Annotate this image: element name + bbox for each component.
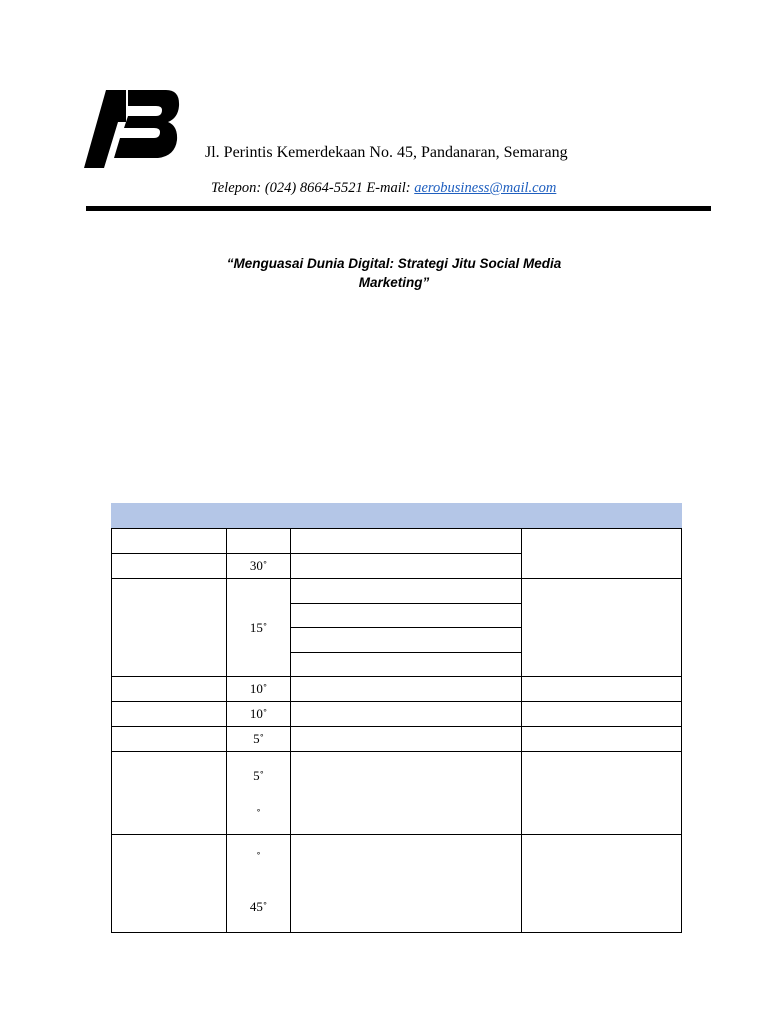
- table-row: [112, 529, 682, 554]
- company-logo: [84, 86, 182, 172]
- table-cell: [112, 677, 227, 702]
- duration-cell: 10˚: [227, 677, 291, 702]
- table-cell: [522, 702, 682, 727]
- header-cell: [522, 504, 682, 529]
- duration-text: 45˚: [249, 899, 268, 914]
- document-title: [200, 254, 588, 292]
- duration-cell: 10˚: [227, 702, 291, 727]
- table-cell: [522, 579, 682, 677]
- table-row: [112, 579, 682, 604]
- table-cell: [522, 752, 682, 835]
- duration-text: ˚: [256, 849, 261, 864]
- table-row: [112, 702, 682, 727]
- table-cell: [112, 752, 227, 835]
- table-cell: [112, 554, 227, 579]
- duration-cell: 5˚: [227, 727, 291, 752]
- table-cell: [291, 628, 522, 653]
- table-cell: [291, 604, 522, 628]
- table-cell: [522, 835, 682, 933]
- duration-cell: 30˚: [227, 554, 291, 579]
- table-row: [112, 677, 682, 702]
- schedule-table: [111, 503, 682, 933]
- duration-cell: [227, 752, 291, 835]
- table-header-row: [112, 504, 682, 529]
- table-cell: [522, 727, 682, 752]
- table-cell: [291, 702, 522, 727]
- duration-text: ˚: [256, 806, 261, 821]
- table-cell: [522, 529, 682, 579]
- table-cell: [291, 835, 522, 933]
- table-cell: [291, 677, 522, 702]
- table-cell: [522, 677, 682, 702]
- email-link[interactable]: aerobusiness@mail.com: [414, 180, 557, 196]
- table-cell: [112, 529, 227, 554]
- table-cell: [227, 529, 291, 554]
- table-cell: [291, 554, 522, 579]
- title-line-2: Marketing”: [358, 275, 430, 290]
- table-row: [112, 835, 682, 933]
- company-address: Jl. Perintis Kemerdekaan No. 45, Pandanaran, Semarang: [205, 144, 568, 161]
- table-cell: [112, 727, 227, 752]
- header-cell: [291, 504, 522, 529]
- letterhead-divider: [86, 206, 711, 211]
- table-row: [112, 727, 682, 752]
- table-cell: [291, 529, 522, 554]
- table-cell: [291, 579, 522, 604]
- title-line-1: “Menguasai Dunia Digital: Strategi Jitu Social Media: [226, 256, 562, 271]
- table-row: [112, 752, 682, 835]
- duration-text: 5˚: [253, 768, 264, 783]
- phone-text: Telepon: (024) 8664-5521 E-mail:: [211, 180, 415, 196]
- header-cell: [227, 504, 291, 529]
- contact-line: [211, 180, 556, 197]
- duration-cell: [227, 835, 291, 933]
- table-cell: [291, 653, 522, 677]
- table-cell: [291, 727, 522, 752]
- duration-cell: 15˚: [227, 579, 291, 677]
- table-cell: [291, 752, 522, 835]
- table-cell: [112, 579, 227, 677]
- header-cell: [112, 504, 227, 529]
- table-cell: [112, 835, 227, 933]
- table-cell: [112, 702, 227, 727]
